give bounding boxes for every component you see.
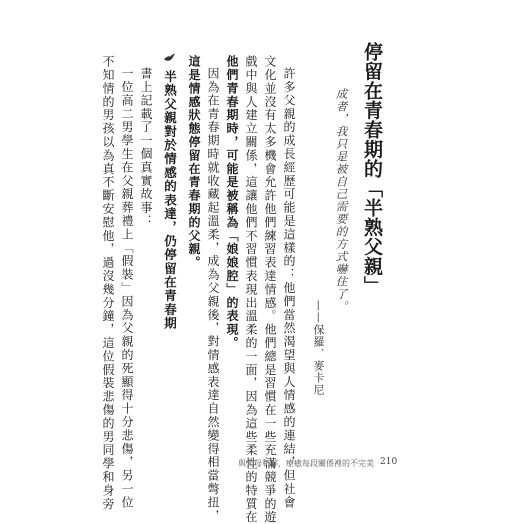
epigraph-quote: 成者，我只是被自己需要的方式嚇住了。: [334, 88, 349, 313]
story-line-3: 不知情的男孩以為真不斷安慰他，過沒幾分鐘，這位假裝悲傷的男同學和身旁: [101, 55, 115, 511]
page-number: 210: [380, 457, 398, 467]
paragraph-1-line-2: 文化並沒有太多機會允許他們練習表達情感。他們總是習慣在一些充滿競爭的遊: [263, 55, 277, 524]
epigraph-attribution: ——保羅．麥卡尼: [312, 300, 325, 396]
paragraph-1-line-3: 戲中與人建立關係，這讓他們不習慣表現出溫柔的一面，因為這些柔性的特質在: [244, 55, 258, 524]
bird-icon: [163, 52, 176, 65]
running-title: 與父母和解，療癒每段關係裡的不完美: [238, 459, 374, 468]
section-subheading: 半熟父親對於情感的表達，仍停留在青春期: [162, 70, 178, 331]
story-line-1: 書上記載了一個真實故事：: [139, 67, 153, 228]
paragraph-2-line-2: 這是情感狀態停留在青春期的父親。: [187, 55, 201, 270]
paragraph-1-line-1: 許多父親的成長經歷可能是這樣的：他們當然渴望與人情感的連結，但社會: [282, 67, 296, 510]
paragraph-1-line-4: 他們青春期時，可能是被稱為「娘娘腔」的表現。: [225, 55, 239, 350]
story-line-2: 一位高二男學生在父親葬禮上「假裝」因為父親的死顯得十分悲傷，另一位: [120, 67, 134, 510]
paragraph-2-line-1: 因為在青春期時就收藏起溫柔，成為父親後，對情感表達自然變得相當彆扭，: [206, 67, 220, 523]
chapter-title: 停留在青春期的「半熟父親」: [361, 42, 383, 296]
